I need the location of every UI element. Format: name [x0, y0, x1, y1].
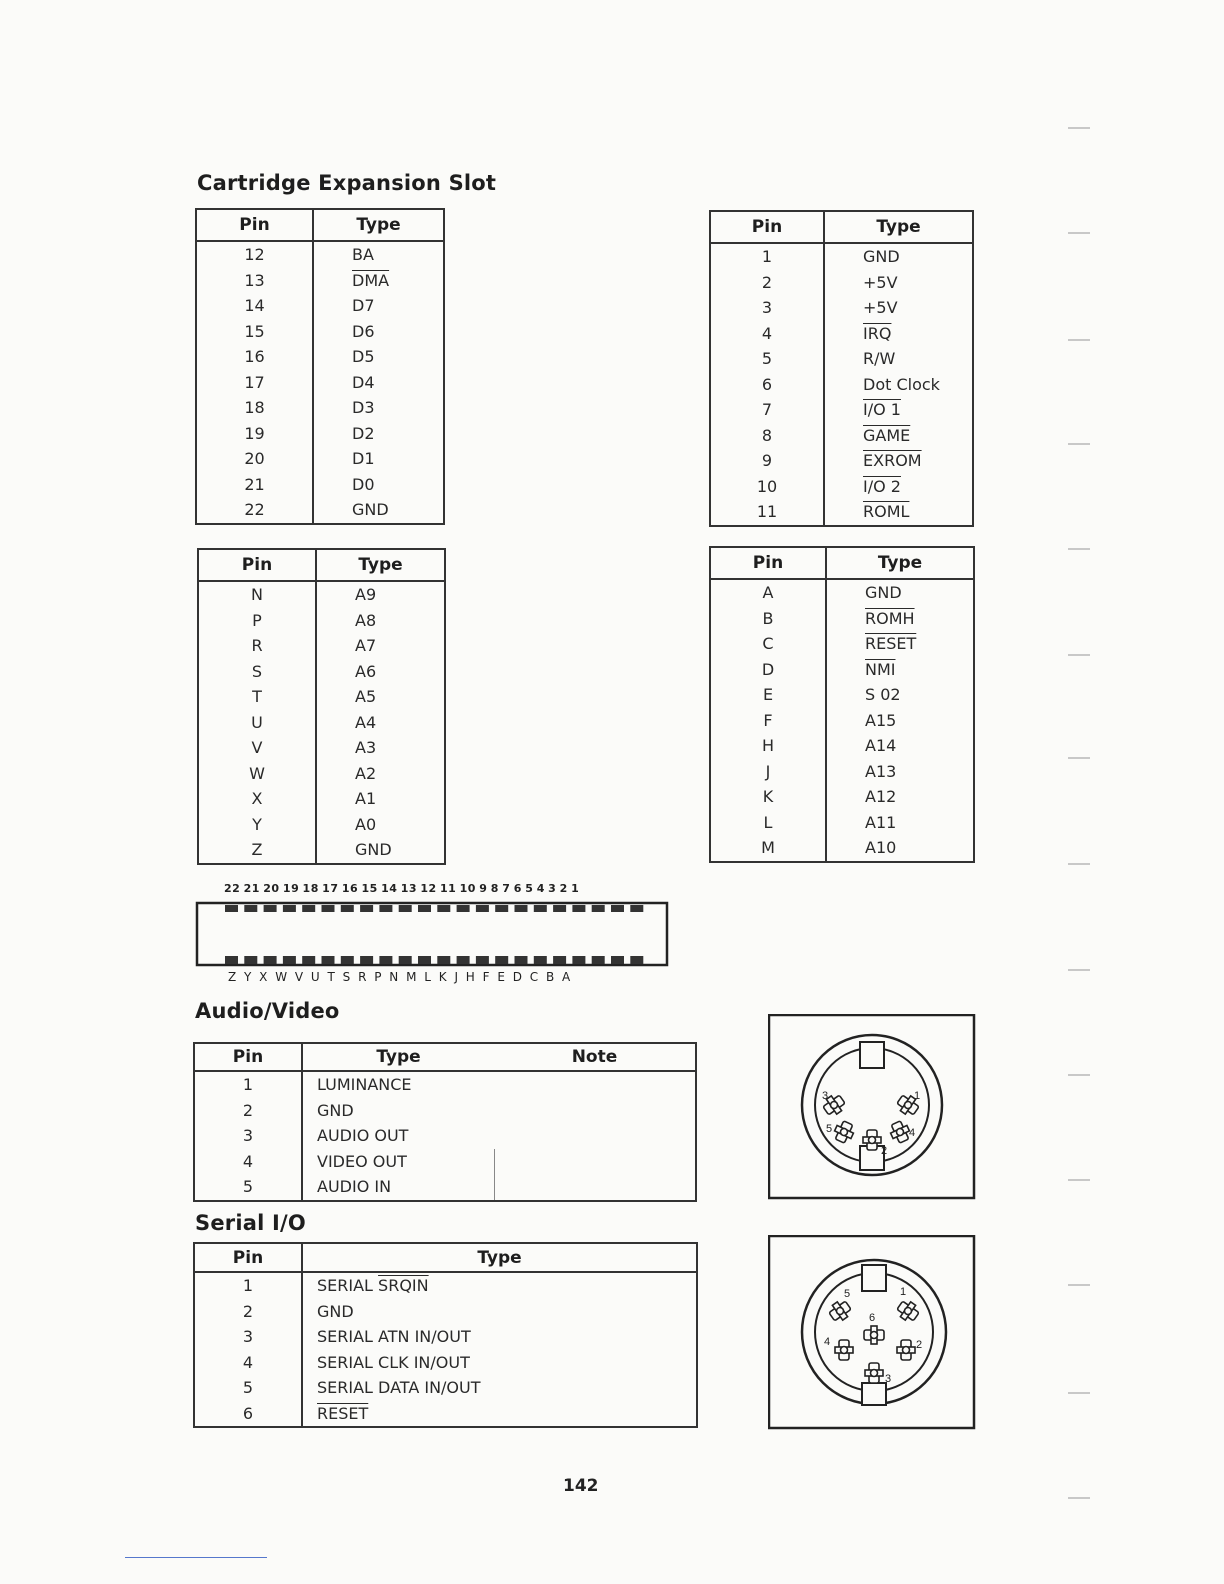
- pin-cell: 11: [710, 499, 824, 526]
- type-cell: [302, 1299, 697, 1325]
- din-pin: [832, 1119, 857, 1145]
- edge-contact-pad-top: [399, 905, 412, 912]
- pin-header: Pin: [198, 549, 316, 581]
- cartridge-table-pins-12-22: [195, 208, 445, 525]
- cartridge-table-pins-A-M: [709, 546, 975, 863]
- type-cell: A10: [865, 838, 897, 858]
- edge-contact-pad-bottom: [341, 956, 354, 964]
- pin-cell: 17: [196, 370, 313, 396]
- pin-cell: C: [710, 631, 826, 657]
- table-row: [194, 1299, 697, 1325]
- pin-cell: 18: [196, 395, 313, 421]
- din-pin-label: 6: [869, 1312, 876, 1324]
- serial-io-heading: Serial I/O: [195, 1211, 306, 1235]
- type-cell-active-low: RESET: [865, 634, 917, 654]
- table-row: [194, 1098, 696, 1124]
- type-cell: D1: [352, 449, 375, 469]
- din-pin: [827, 1298, 854, 1324]
- type-cell: VIDEO OUT: [317, 1151, 407, 1171]
- edge-contact-pad-bottom: [534, 956, 547, 964]
- pin-cell: 1: [194, 1272, 302, 1299]
- edge-contact-pad-bottom: [399, 956, 412, 964]
- type-cell: A4: [355, 712, 377, 732]
- table-row: [196, 241, 444, 268]
- edge-contact-pad-bottom: [630, 956, 643, 964]
- edge-contact-pad-top: [322, 905, 335, 912]
- pin-cell: E: [710, 682, 826, 708]
- edge-connector-diagram: [195, 898, 675, 968]
- din-pin: [864, 1326, 884, 1344]
- edge-connector-body: [197, 903, 667, 965]
- type-cell: +5V: [863, 298, 898, 318]
- type-text: SERIAL DATA IN/OUT: [317, 1378, 481, 1398]
- table-row: [198, 710, 445, 736]
- table-body: [710, 579, 974, 862]
- pin-cell: 21: [196, 472, 313, 498]
- din-pin-label: 2: [881, 1145, 888, 1157]
- active-low-text: RESET: [317, 1403, 369, 1423]
- type-cell: D5: [352, 347, 375, 367]
- edge-contact-pad-top: [592, 905, 605, 912]
- table-row: [710, 810, 974, 836]
- edge-contact-pad-top: [225, 905, 238, 912]
- table-row: [710, 397, 973, 423]
- table-row: [196, 472, 444, 498]
- pin-cell: T: [198, 684, 316, 710]
- pin-cell: F: [710, 708, 826, 734]
- pin-cell: 5: [710, 346, 824, 372]
- table-row: [710, 448, 973, 474]
- type-cell: A8: [355, 610, 377, 630]
- pin-cell: A: [710, 579, 826, 606]
- table-row: [710, 708, 974, 734]
- edge-connector-top-labels: 22 21 20 19 18 17 16 15 14 13 12 11 10 9 8 7 6 5 4 3 2 1: [224, 882, 580, 895]
- type-cell: +5V: [863, 272, 898, 292]
- type-cell: AUDIO OUT: [317, 1126, 409, 1146]
- table-body: [710, 243, 973, 526]
- audio-video-din-connector: [768, 1014, 976, 1200]
- note-cell: [494, 1174, 696, 1201]
- din-pin-label: 5: [844, 1288, 851, 1300]
- edge-contact-pad-bottom: [379, 956, 392, 964]
- table-row: [198, 837, 445, 864]
- type-cell: S 02: [865, 685, 901, 705]
- din-pin-label: 1: [914, 1090, 921, 1102]
- type-cell: [302, 1272, 697, 1299]
- pin-cell: 2: [194, 1299, 302, 1325]
- type-cell-active-low: GAME: [863, 425, 911, 445]
- cartridge-heading: Cartridge Expansion Slot: [197, 171, 497, 195]
- edge-contact-pad-top: [264, 905, 277, 912]
- table-body: [198, 581, 445, 864]
- type-cell: GND: [865, 583, 902, 603]
- edge-contact-pad-top: [379, 905, 392, 912]
- pin-cell: 2: [710, 270, 824, 296]
- table-row: [194, 1401, 697, 1428]
- pin-cell: V: [198, 735, 316, 761]
- type-cell: A13: [865, 761, 897, 781]
- pin-cell: 6: [710, 372, 824, 398]
- scan-margin-marks: [1062, 0, 1102, 1584]
- pin-cell: W: [198, 761, 316, 787]
- table-row: [710, 835, 974, 862]
- edge-contact-pad-bottom: [437, 956, 450, 964]
- edge-contact-pad-top: [360, 905, 373, 912]
- type-cell: A0: [355, 814, 377, 834]
- type-cell: Dot Clock: [863, 374, 940, 394]
- edge-contact-pad-top: [457, 905, 470, 912]
- type-cell: D0: [352, 474, 375, 494]
- din-pin: [895, 1298, 922, 1324]
- pin-cell: 7: [710, 397, 824, 423]
- pin-cell: 20: [196, 446, 313, 472]
- table-row: [196, 497, 444, 524]
- table-row: [196, 395, 444, 421]
- pin-cell: 10: [710, 474, 824, 500]
- edge-contact-pad-top: [553, 905, 566, 912]
- edge-contact-pad-bottom: [264, 956, 277, 964]
- din-pin-label: 5: [826, 1123, 833, 1135]
- type-cell: D7: [352, 296, 375, 316]
- audio-video-table: [193, 1042, 697, 1202]
- type-text: SERIAL: [317, 1276, 379, 1296]
- table-row: [710, 474, 973, 500]
- edge-contact-pad-bottom: [515, 956, 528, 964]
- type-header: Type: [316, 549, 445, 581]
- type-header: Type: [826, 547, 974, 579]
- edge-contact-pad-top: [515, 905, 528, 912]
- din-pin-label: 3: [885, 1373, 892, 1385]
- type-cell: [302, 1375, 697, 1401]
- edge-contact-pad-top: [572, 905, 585, 912]
- din-pin: [865, 1363, 883, 1383]
- serial-io-table: [193, 1242, 698, 1428]
- type-cell-active-low: ROMH: [865, 608, 915, 628]
- edge-contact-pad-bottom: [572, 956, 585, 964]
- table-row: [198, 659, 445, 685]
- pin-cell: U: [198, 710, 316, 736]
- table-row: [198, 786, 445, 812]
- type-text: SERIAL ATN IN/OUT: [317, 1327, 471, 1347]
- type-cell: GND: [352, 500, 389, 520]
- pin-header: Pin: [196, 209, 313, 241]
- footer-rule: [125, 1557, 267, 1558]
- pin-cell: B: [710, 606, 826, 632]
- edge-contact-pad-bottom: [495, 956, 508, 964]
- pin-cell: 9: [710, 448, 824, 474]
- pin-cell: 4: [194, 1350, 302, 1376]
- type-header: Type: [313, 209, 444, 241]
- din-pin-label: 1: [900, 1286, 907, 1298]
- table-row: [710, 682, 974, 708]
- type-cell: A9: [355, 585, 377, 605]
- type-cell: GND: [317, 1100, 354, 1120]
- pin-header: Pin: [710, 211, 824, 243]
- table-row: [710, 499, 973, 526]
- edge-contact-pad-top: [341, 905, 354, 912]
- table-row: [194, 1071, 696, 1098]
- edge-contact-pad-bottom: [225, 956, 238, 964]
- edge-contact-pad-bottom: [476, 956, 489, 964]
- type-cell-active-low: I/O 1: [863, 400, 901, 420]
- type-cell: D4: [352, 372, 375, 392]
- table-row: [196, 421, 444, 447]
- note-cell: [494, 1149, 696, 1175]
- pin-cell: J: [710, 759, 826, 785]
- table-row: [710, 243, 973, 270]
- table-row: [710, 346, 973, 372]
- table-row: [194, 1324, 697, 1350]
- pin-cell: D: [710, 657, 826, 683]
- table-row: [194, 1123, 696, 1149]
- table-row: [196, 293, 444, 319]
- type-cell: A5: [355, 687, 377, 707]
- type-cell: D6: [352, 321, 375, 341]
- cartridge-table-pins-N-Z: [197, 548, 446, 865]
- note-cell: [494, 1098, 696, 1124]
- pin-header: Pin: [194, 1043, 302, 1071]
- pin-cell: 5: [194, 1375, 302, 1401]
- pin-cell: R: [198, 633, 316, 659]
- pin-cell: 3: [194, 1324, 302, 1350]
- type-cell: A15: [865, 710, 897, 730]
- audio-video-heading: Audio/Video: [195, 999, 340, 1023]
- table-row: [710, 321, 973, 347]
- page-number: 142: [563, 1476, 599, 1496]
- pin-header: Pin: [710, 547, 826, 579]
- din-pin-label: 4: [909, 1127, 916, 1139]
- table-row: [710, 733, 974, 759]
- table-body: [196, 241, 444, 524]
- pin-cell: 1: [710, 243, 824, 270]
- pin-cell: Y: [198, 812, 316, 838]
- pin-cell: 6: [194, 1401, 302, 1428]
- type-header: Type: [824, 211, 973, 243]
- table-row: [196, 268, 444, 294]
- active-low-text: SRQIN: [378, 1276, 429, 1296]
- type-cell: D3: [352, 398, 375, 418]
- note-header: Note: [494, 1043, 696, 1071]
- edge-contact-pad-top: [611, 905, 624, 912]
- table-row: [198, 761, 445, 787]
- table-row: [194, 1350, 697, 1376]
- table-row: [198, 633, 445, 659]
- table-row: [710, 759, 974, 785]
- pin-cell: 14: [196, 293, 313, 319]
- pin-cell: K: [710, 784, 826, 810]
- table-row: [710, 295, 973, 321]
- table-row: [198, 581, 445, 608]
- din-pin: [835, 1340, 853, 1360]
- table-row: [710, 579, 974, 606]
- edge-contact-pad-top: [495, 905, 508, 912]
- type-header: Type: [302, 1043, 494, 1071]
- serial-din-connector: [768, 1235, 976, 1430]
- pin-cell: 13: [196, 268, 313, 294]
- table-row: [194, 1375, 697, 1401]
- pin-cell: 8: [710, 423, 824, 449]
- type-cell: A14: [865, 736, 897, 756]
- din-pin-label: 2: [916, 1339, 923, 1351]
- edge-contact-pad-bottom: [553, 956, 566, 964]
- edge-contact-pad-bottom: [611, 956, 624, 964]
- table-row: [710, 423, 973, 449]
- type-cell: A11: [865, 812, 897, 832]
- type-cell-active-low: $\overline{NMI}$: [865, 659, 896, 679]
- type-header: Type: [302, 1243, 697, 1272]
- type-cell: A3: [355, 738, 377, 758]
- pin-cell: H: [710, 733, 826, 759]
- type-cell: A1: [355, 789, 377, 809]
- type-cell: AUDIO IN: [317, 1177, 392, 1197]
- type-cell: LUMINANCE: [317, 1075, 412, 1095]
- din-pin-label: 4: [824, 1336, 831, 1348]
- type-cell: BA: [352, 245, 374, 265]
- din-pin-label: 3: [822, 1090, 829, 1102]
- table-row: [198, 735, 445, 761]
- pin-cell: M: [710, 835, 826, 862]
- table-row: [710, 657, 974, 683]
- table-row: [198, 608, 445, 634]
- table-row: [196, 344, 444, 370]
- type-cell: [302, 1324, 697, 1350]
- edge-contact-pad-top: [418, 905, 431, 912]
- note-cell: [494, 1123, 696, 1149]
- type-cell-active-low: EXROM: [863, 451, 922, 471]
- pin-cell: 4: [710, 321, 824, 347]
- pin-cell: S: [198, 659, 316, 685]
- edge-contact-pad-top: [476, 905, 489, 912]
- edge-contact-pad-bottom: [322, 956, 335, 964]
- note-cell: [494, 1071, 696, 1098]
- edge-contact-pad-top: [534, 905, 547, 912]
- edge-connector-bottom-labels: Z Y X W V U T S R P N M L K J H F E D C B A: [228, 970, 571, 984]
- edge-contact-pad-bottom: [360, 956, 373, 964]
- type-text: SERIAL CLK IN/OUT: [317, 1352, 470, 1372]
- table-row: [196, 319, 444, 345]
- pin-cell: P: [198, 608, 316, 634]
- edge-contact-pad-bottom: [592, 956, 605, 964]
- table-row: [710, 372, 973, 398]
- pin-cell: 4: [194, 1149, 302, 1175]
- table-row: [194, 1174, 696, 1201]
- pin-cell: 16: [196, 344, 313, 370]
- pin-cell: 3: [710, 295, 824, 321]
- edge-contact-pad-bottom: [283, 956, 296, 964]
- table-row: [194, 1272, 697, 1299]
- table-row: [710, 606, 974, 632]
- type-cell: R/W: [863, 349, 896, 369]
- type-cell-active-low: ROML: [863, 502, 910, 522]
- din-pin: [897, 1340, 915, 1360]
- edge-contact-pad-bottom: [302, 956, 315, 964]
- pin-cell: 3: [194, 1123, 302, 1149]
- cartridge-table-pins-1-11: [709, 210, 974, 527]
- type-cell: GND: [355, 840, 392, 860]
- table-row: [196, 370, 444, 396]
- edge-contact-pad-bottom: [244, 956, 257, 964]
- pin-cell: 12: [196, 241, 313, 268]
- type-cell: GND: [863, 247, 900, 267]
- edge-contact-pad-top: [630, 905, 643, 912]
- type-cell: D2: [352, 423, 375, 443]
- table-row: [710, 631, 974, 657]
- type-cell-active-low: I/O 2: [863, 476, 901, 496]
- edge-contact-pad-top: [302, 905, 315, 912]
- table-row: [194, 1149, 696, 1175]
- type-text: GND: [317, 1301, 354, 1321]
- pin-cell: 19: [196, 421, 313, 447]
- table-row: [198, 684, 445, 710]
- type-cell: [302, 1350, 697, 1376]
- edge-contact-pad-top: [437, 905, 450, 912]
- pin-cell: 2: [194, 1098, 302, 1124]
- edge-contact-pad-bottom: [418, 956, 431, 964]
- type-cell: A2: [355, 763, 377, 783]
- pin-cell: 5: [194, 1174, 302, 1201]
- pin-cell: X: [198, 786, 316, 812]
- table-row: [196, 446, 444, 472]
- pin-cell: 22: [196, 497, 313, 524]
- pin-header: Pin: [194, 1243, 302, 1272]
- table-row: [198, 812, 445, 838]
- pin-cell: L: [710, 810, 826, 836]
- type-cell: [302, 1401, 697, 1428]
- edge-contact-pad-top: [283, 905, 296, 912]
- pin-cell: N: [198, 581, 316, 608]
- edge-contact-pad-top: [244, 905, 257, 912]
- pin-cell: 1: [194, 1071, 302, 1098]
- type-cell: A6: [355, 661, 377, 681]
- type-cell: A12: [865, 787, 897, 807]
- type-cell-active-low: $\overline{DMA}$: [352, 270, 390, 290]
- type-cell: A7: [355, 636, 377, 656]
- type-cell-active-low: $\overline{IRQ}$: [863, 323, 892, 343]
- table-row: [710, 270, 973, 296]
- table-row: [710, 784, 974, 810]
- edge-contact-pad-bottom: [457, 956, 470, 964]
- pin-cell: 15: [196, 319, 313, 345]
- pin-cell: Z: [198, 837, 316, 864]
